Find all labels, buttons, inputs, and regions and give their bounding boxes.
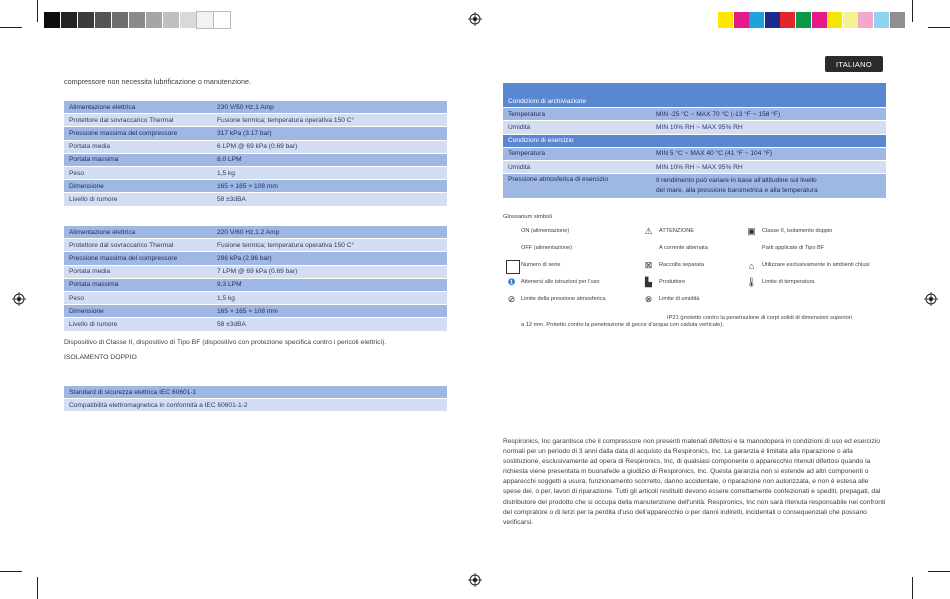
row-label: Protettore dal sovraccarico Thermal <box>64 114 212 127</box>
row-value: 6 LPM @ 69 kPa (0.69 bar) <box>212 140 447 153</box>
row-label: Pressione massima del compressore <box>64 127 212 140</box>
ip21-line-1: IP21 (protetto contro la penetrazione di corpi solidi di dimensioni superiori <box>667 315 852 321</box>
symbol-label: Raccolta separata <box>659 262 705 268</box>
symbol-label: Utilizzare esclusivamente in ambienti chiusi <box>762 262 870 268</box>
gray-swatch <box>129 12 145 28</box>
row-value: MIN 10% RH ~ MAX 95% RH <box>651 121 886 134</box>
color-swatch <box>734 12 749 28</box>
gray-swatch <box>78 12 94 28</box>
table-row <box>503 174 886 199</box>
registration-mark-icon <box>12 292 26 306</box>
table-row <box>64 305 447 318</box>
warranty-paragraph: Respironics, Inc garantisce che il compressore non presenti materiali difettosi e la manodopera in condizioni di uso ed esercizio normali per un periodo di 3 anni dalla data di acquisto da Respironics, Inc. La garanzia è limitata alla riparazione o alla sostituzione, esclusivamente ad opera di Respironics, Inc, di qualsiasi componente o apparecchio ritenuti difettosi quando la richiesta viene presentata in buonafede a giudizio di Respironics, Inc. Questa garanzia non si estende ad altri componenti o apparecchi soggetti a usura, funzionamento scorretto, danno accidentale, o riparazione non autorizzata, e non è estesa alle spese dei, o per, lavori di riparazione. Tutti gli articoli restituiti devono essere correttamente confezionati e spediti, prepagati, dal distributore del prodotto che si occupa della manutenzione dell'unità. Respironics, Inc non sarà ritenuta responsabile nei confronti del compratore o di terzi per la perdita d'uso dell'apparecchio o per danni indiretti, incidentali o consequenziali che possano verificarsi. <box>503 438 886 526</box>
table-row <box>64 386 447 399</box>
table-row <box>64 114 447 127</box>
spec-table-220v <box>64 226 447 332</box>
table-row <box>64 140 447 153</box>
table-row <box>64 193 447 206</box>
row-value: 230 V/50 Hz,1 Amp <box>212 101 447 114</box>
row-value: 1,5 kg <box>212 166 447 179</box>
crop-mark <box>928 27 950 28</box>
gray-swatch <box>163 12 179 28</box>
row-value: 165 × 165 × 108 mm <box>212 305 447 318</box>
color-swatch <box>812 12 827 28</box>
table-row <box>64 226 447 239</box>
row-label: Temperatura <box>503 108 651 121</box>
table-row <box>64 153 447 166</box>
ac-current-icon <box>643 243 654 254</box>
ip21-line-2: a 12 mm. Protetto contro la penetrazione di gocce d'acqua con caduta verticale). <box>521 322 724 328</box>
crop-mark <box>912 0 913 22</box>
row-value: 165 × 165 × 108 mm <box>212 180 447 193</box>
row-label: Alimentazione elettrica <box>64 101 212 114</box>
section-header-row <box>503 134 886 147</box>
gray-swatch <box>214 12 230 28</box>
symbol-label: Parti applicate di Tipo BF <box>762 245 825 251</box>
row-label: Portata massima <box>64 153 212 166</box>
section-header: Condizioni di esercizio <box>503 134 886 147</box>
row-label: Temperatura <box>503 147 651 160</box>
spec-table-230v <box>64 101 447 207</box>
color-swatch <box>858 12 873 28</box>
table-row <box>64 265 447 278</box>
row-label: Standard di sicurezza elettrica IEC 60601-1 <box>64 386 447 399</box>
table-row <box>64 278 447 291</box>
color-swatch <box>827 12 842 28</box>
row-value: MIN 5 °C ~ MAX 40 °C (41 °F ~ 104 °F) <box>651 147 886 160</box>
table-row <box>64 318 447 331</box>
temperature-limit-icon: 🌡 <box>745 277 758 287</box>
section-header: Condizioni di archiviazione <box>503 95 886 108</box>
symbol-label: A corrente alternata <box>659 245 708 251</box>
table-row <box>64 180 447 193</box>
gray-swatch <box>95 12 111 28</box>
row-label: Alimentazione elettrica <box>64 226 212 239</box>
symbol-label: Limite di temperatura <box>762 279 815 285</box>
color-swatch <box>749 12 764 28</box>
row-label: Livello di rumore <box>64 318 212 331</box>
intro-line: compressore non necessita lubrificazione o manutenzione. <box>64 77 251 86</box>
crop-mark <box>37 0 38 22</box>
language-tab: ITALIANO <box>825 56 883 72</box>
table-row <box>64 166 447 179</box>
registration-mark-icon <box>468 12 482 26</box>
gray-swatch <box>44 12 60 28</box>
gray-swatch <box>197 12 213 28</box>
symbol-label: OFF (alimentazione) <box>521 245 572 251</box>
row-value: 220 V/60 Hz,1.2 Amp <box>212 226 447 239</box>
row-label: Livello di rumore <box>64 193 212 206</box>
row-value: 296 kPa (2.96 bar) <box>212 252 447 265</box>
table-row <box>64 127 447 140</box>
table-row <box>64 291 447 304</box>
row-label: Peso <box>64 166 212 179</box>
row-label: Compatibilità elettromagnetica in conformità a IEC 60601-1-2 <box>64 399 447 412</box>
row-value: 58 ±3dBA <box>212 318 447 331</box>
table-row <box>503 147 886 160</box>
row-value: MIN 10% RH ~ MAX 95% RH <box>651 160 886 173</box>
pressure-value-line: del mare, alla pressione barometrica e alla temperatura <box>656 186 818 194</box>
humidity-limit-icon: ⊗ <box>644 294 653 304</box>
color-swatch <box>890 12 905 28</box>
color-swatch <box>843 12 858 28</box>
symbol-label: ON (alimentazione) <box>521 228 570 234</box>
table-row <box>503 160 886 173</box>
row-value: 58 ±3dBA <box>212 193 447 206</box>
double-insulation-title: ISOLAMENTO DOPPIO <box>64 354 137 361</box>
power-off-icon <box>506 243 517 254</box>
crop-mark <box>0 571 22 572</box>
gray-swatch <box>61 12 77 28</box>
serial-number-icon <box>506 260 520 274</box>
crop-mark <box>0 27 22 28</box>
table-row <box>503 108 886 121</box>
power-on-icon <box>506 226 517 237</box>
pressure-value-line: Il rendimento può variare in base all'altitudine sul livello <box>656 177 817 185</box>
row-label: Umidità <box>503 121 651 134</box>
color-swatch <box>718 12 733 28</box>
conditions-header-bar <box>503 83 886 95</box>
row-value: Fusione termica; temperatura operativa 150 C° <box>212 114 447 127</box>
symbol-label: Limite della pressione atmosferica <box>521 296 606 302</box>
row-value: 8,0 LPM <box>212 153 447 166</box>
row-value: 7 LPM @ 69 kPa (0.69 bar) <box>212 265 447 278</box>
table-row <box>64 239 447 252</box>
glossary-title: Glossarium simboli <box>503 214 552 220</box>
crop-mark <box>928 571 950 572</box>
pressure-limit-icon: ⊘ <box>507 294 516 304</box>
symbol-label: Numero di serie <box>521 262 561 268</box>
manufacturer-icon: ▙ <box>645 277 652 287</box>
type-bf-icon <box>746 243 757 254</box>
symbol-label: Classe II, isolamento doppio <box>762 228 833 234</box>
row-label: Pressione massima del compressore <box>64 252 212 265</box>
symbol-label: Limite di umidità <box>659 296 700 302</box>
row-value: 317 kPa (3.17 bar) <box>212 127 447 140</box>
instructions-icon: ❶ <box>507 277 516 287</box>
row-label: Protettore dal sovraccarico Thermal <box>64 239 212 252</box>
registration-mark-icon <box>924 292 938 306</box>
gray-swatch <box>146 12 162 28</box>
standards-table <box>64 386 447 412</box>
color-swatch <box>796 12 811 28</box>
row-value: 1,5 kg <box>212 291 447 304</box>
gray-swatch <box>180 12 196 28</box>
row-value: Fusione termica; temperatura operativa 150 C° <box>212 239 447 252</box>
row-label: Peso <box>64 291 212 304</box>
row-label: Portata media <box>64 140 212 153</box>
table-row <box>503 121 886 134</box>
row-label: Pressione atmosferica di esercizio <box>503 174 651 199</box>
symbol-label: Produttore <box>659 279 686 285</box>
crop-mark <box>37 577 38 599</box>
color-swatch <box>780 12 795 28</box>
row-label: Umidità <box>503 160 651 173</box>
row-label: Dimensione <box>64 180 212 193</box>
table-row <box>64 101 447 114</box>
indoor-use-icon: ⌂ <box>748 260 755 271</box>
registration-mark-icon <box>468 573 482 587</box>
color-swatch <box>874 12 889 28</box>
row-label: Portata massima <box>64 278 212 291</box>
table-row <box>64 399 447 412</box>
symbol-label: Attenersi alle istruzioni per l'uso <box>521 279 600 285</box>
section-header-row <box>503 95 886 108</box>
row-value <box>651 174 886 199</box>
crop-mark <box>912 577 913 599</box>
warning-triangle-icon: ⚠ <box>644 226 653 236</box>
row-value: MIN -25 °C ~ MAX 70 °C (-13 °F ~ 158 °F) <box>651 108 886 121</box>
class-ii-icon: ▣ <box>747 226 756 236</box>
color-swatch <box>765 12 780 28</box>
class-ii-line: Dispositivo di Classe II, dispositivo di Tipo BF (dispositivo con protezione specifica contro i pericoli elettrici). <box>64 339 387 346</box>
row-label: Dimensione <box>64 305 212 318</box>
symbol-label: ATTENZIONE <box>659 228 695 234</box>
environmental-conditions-table <box>503 95 886 199</box>
row-label: Portata media <box>64 265 212 278</box>
table-row <box>64 252 447 265</box>
gray-swatch <box>112 12 128 28</box>
row-value: 9,3 LPM <box>212 278 447 291</box>
separate-collection-icon: ⊠ <box>644 260 653 270</box>
